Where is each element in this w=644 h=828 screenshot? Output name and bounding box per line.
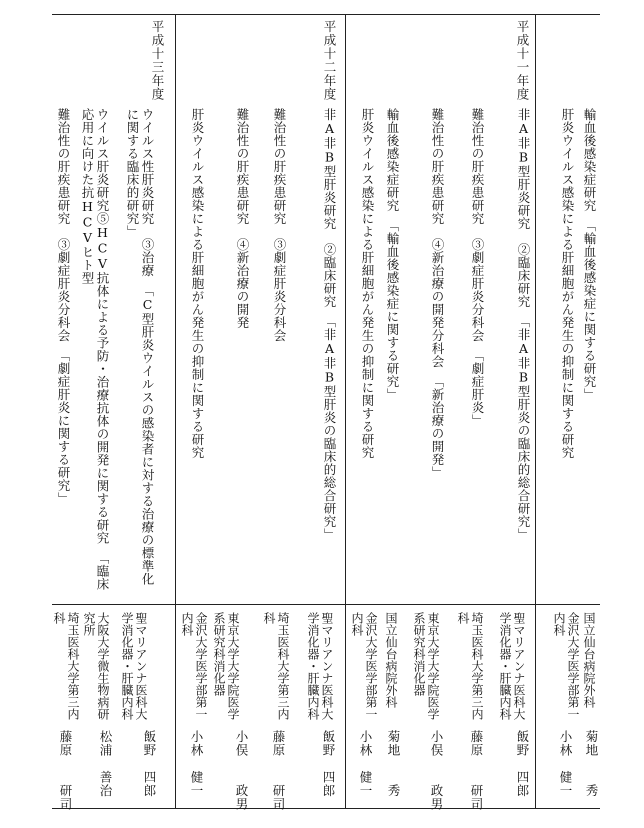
researcher-name: 藤原 研司 [271,730,286,811]
org-cell: 埼玉医科大学第三内科 [262,612,290,720]
project-cell: 難治性の肝疾患研究 ④新治療の開発 [235,108,250,329]
researcher-name: 小林 健一 [189,730,204,798]
researcher-name: 飯野 四郎 [142,730,157,798]
project-cell: 難治性の肝疾患研究 ③劇症肝炎分科会 「劇症肝炎」 [470,108,485,427]
researcher-name: 松浦 善治 [98,730,113,798]
researcher-name: 藤原 研司 [58,730,73,811]
researcher-name: 小林 健一 [358,730,373,798]
org-cell: 金沢大学医学部第一内科 [350,612,378,720]
org-cell: 国立仙台病院外科 [582,612,596,708]
project-cell: 難治性の肝疾患研究 ③劇症肝炎分科会 「劇症肝炎に関する研究」 [56,108,71,505]
year-header-h11: 平成十一年度 [515,20,530,101]
researcher-name: 菊地 秀 [386,730,401,798]
project-cell: 難治性の肝疾患研究 ④新治療の開発分科会 「新治療の開発」 [430,108,445,479]
org-cell: 金沢大学医学部第一内科 [552,612,580,720]
project-cell: 肝炎ウイルス感染による肝細胞がん発生の抑制に関する研究 [190,108,205,459]
year-divider-h13 [175,14,176,808]
project-cell: ウイルス肝炎研究⑤HCV抗体による予防・治療抗体の開発に関する研究 「臨床応用に向けた抗HCVヒト型 [80,108,110,591]
researcher-name: 小林 健一 [558,730,573,798]
researcher-name: 小俣 政男 [429,730,444,811]
researcher-name: 飯野 四郎 [321,730,336,798]
project-cell: 非A非B型肝炎研究 ②臨床研究 「非A非B型肝炎の臨床的総合研究」 [322,108,337,541]
project-cell: 難治性の肝疾患研究 ③劇症肝炎分科会 [272,108,287,342]
project-cell: 肝炎ウイルス感染による肝細胞がん発生の抑制に関する研究 [360,108,375,459]
project-cell: 輸血後感染症研究 「輸血後感染症に関する研究」 [385,108,400,401]
org-cell: 埼玉医科大学第三内科 [52,612,80,720]
year-divider-h12 [345,14,346,808]
top-rule [52,14,600,15]
org-cell: 聖マリアンナ医科大学消化器・肝臓内科 [306,612,334,720]
bottom-rule [52,808,600,809]
project-cell: 輸血後感染症研究 「輸血後感染症に関する研究」 [582,108,597,401]
project-cell: 非A非B型肝炎研究 ②臨床研究 「非A非B型肝炎の臨床的総合研究」 [516,108,531,541]
researcher-name: 藤原 研司 [469,730,484,811]
org-cell: 東京大学大学院医学系研究科消化器 [212,612,240,720]
project-cell: ウイルス性肝炎研究 ③治療 「C型肝炎ウイルスの感染者に対する治療の標準化に関する臨床的研究」 [125,108,155,586]
project-cell: 肝炎ウイルス感染による肝細胞がん発生の抑制に関する研究 [560,108,575,459]
org-top-rule [52,604,600,605]
org-cell: 国立仙台病院外科 [384,612,398,708]
org-cell: 埼玉医科大学第三内科 [456,612,484,720]
researcher-name: 小俣 政男 [234,730,249,811]
org-cell: 東京大学大学院医学系研究科消化器 [412,612,440,720]
org-cell: 大阪大学微生物病研究所 [82,612,110,720]
year-header-h13: 平成十三年度 [150,20,165,101]
year-header-h12: 平成十二年度 [322,20,337,101]
year-divider-h11 [535,14,536,808]
org-cell: 聖マリアンナ医科大学消化器・肝臓内科 [498,612,526,720]
org-cell: 金沢大学医学部第一内科 [180,612,208,720]
researcher-name: 菊地 秀 [584,730,599,798]
researcher-name: 飯野 四郎 [515,730,530,798]
org-cell: 聖マリアンナ医科大学消化器・肝臓内科 [120,612,148,720]
